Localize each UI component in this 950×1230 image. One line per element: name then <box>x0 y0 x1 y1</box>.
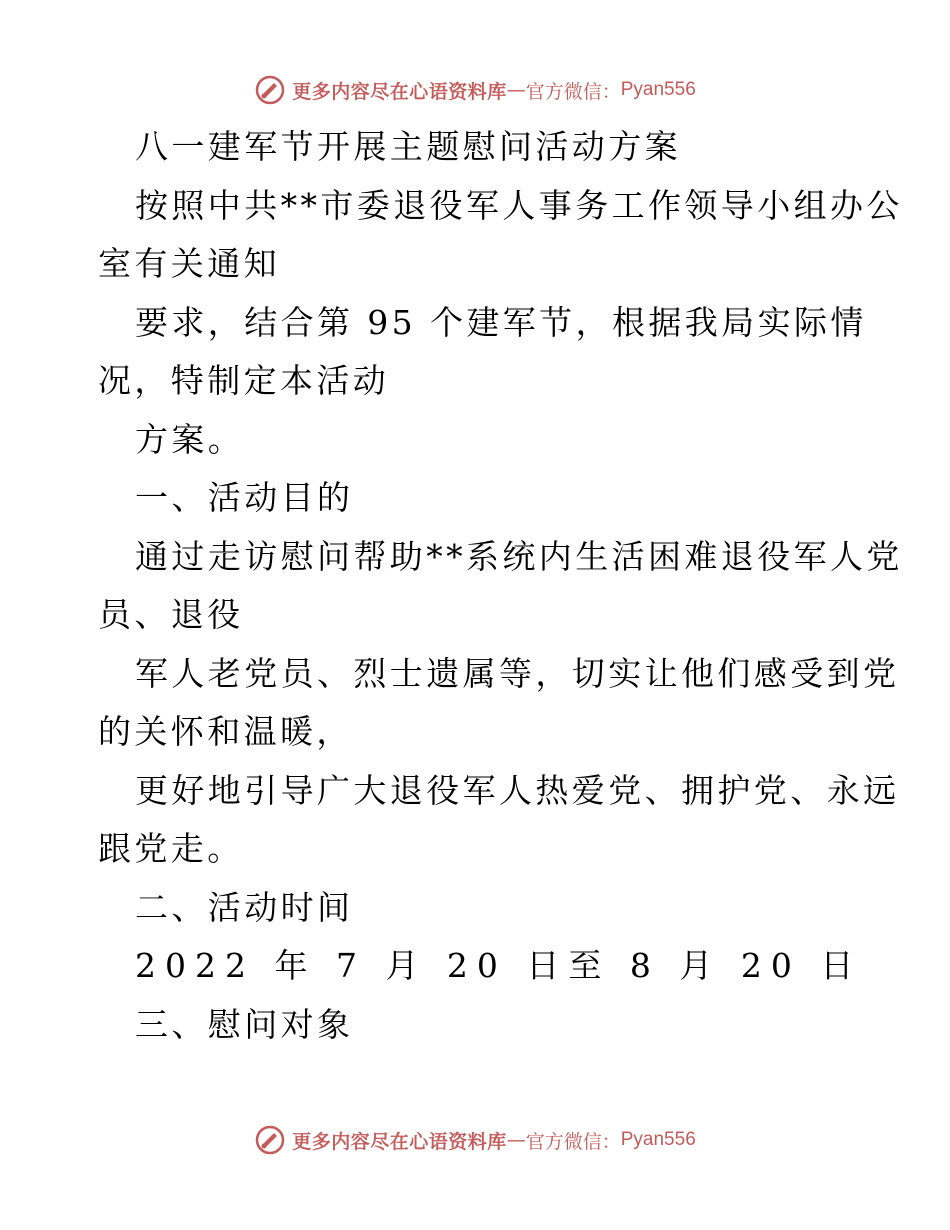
doc-paragraph-line: 军人老党员、烈士遗属等，切实让他们感受到党 <box>135 653 900 693</box>
logo-icon <box>254 74 286 106</box>
header-wechat-id: Pyan556 <box>620 79 696 100</box>
activity-date-range: 2022 年 7 月 20 日至 8 月 20 日 <box>135 946 863 985</box>
section-heading-time: 二、活动时间 <box>135 887 354 927</box>
doc-paragraph-line: 要求，结合第 95 个建军节，根据我局实际情 <box>135 302 867 342</box>
footer-wechat-label: 官方微信： <box>525 1130 621 1153</box>
doc-paragraph-line: 跟党走。 <box>98 829 244 868</box>
doc-paragraph-line: 方案。 <box>135 419 245 459</box>
doc-paragraph-line: 通过走访慰问帮助**系统内生活困难退役军人党 <box>135 536 903 576</box>
doc-title: 八一建军节开展主题慰问活动方案 <box>135 127 681 166</box>
doc-paragraph-line: 按照中共**市委退役军人事务工作领导小组办公 <box>135 185 903 225</box>
footer-wechat-id: Pyan556 <box>620 1129 696 1150</box>
header-watermark <box>0 70 950 110</box>
doc-paragraph-line: 室有关通知 <box>98 244 280 283</box>
logo-icon <box>254 1124 286 1156</box>
header-brand-text: 更多内容尽在心语资料库 <box>292 80 507 103</box>
header-separator: — <box>506 79 526 101</box>
doc-paragraph-line: 更好地引导广大退役军人热爱党、拥护党、永远 <box>135 770 900 810</box>
footer-brand-text: 更多内容尽在心语资料库 <box>292 1130 507 1153</box>
section-heading-purpose: 一、活动目的 <box>135 478 354 517</box>
doc-paragraph-line: 况，特制定本活动 <box>98 361 390 400</box>
footer-watermark <box>0 1120 950 1160</box>
doc-paragraph-line: 员、退役 <box>98 595 244 634</box>
section-heading-targets: 三、慰问对象 <box>135 1004 354 1044</box>
header-wechat-label: 官方微信： <box>525 80 621 103</box>
document-body <box>98 118 903 1054</box>
footer-separator: — <box>506 1129 526 1151</box>
doc-paragraph-line: 的关怀和温暖， <box>98 712 353 751</box>
